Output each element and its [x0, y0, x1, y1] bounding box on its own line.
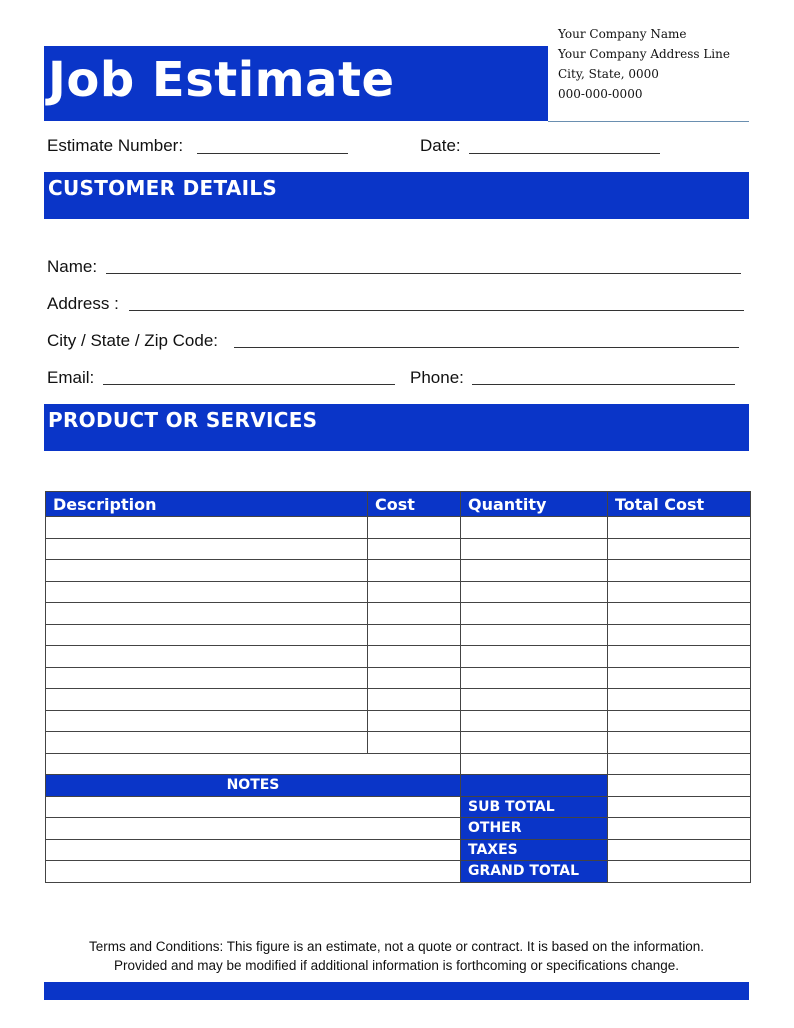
cost-cell[interactable]: [368, 646, 461, 668]
quantity-cell[interactable]: [461, 710, 608, 732]
cost-cell[interactable]: [368, 624, 461, 646]
notes-line[interactable]: [46, 839, 461, 861]
table-row: [46, 581, 751, 603]
phone-label: Phone:: [410, 368, 464, 387]
terms-and-conditions: [44, 937, 749, 975]
company-address: Your Company Address Line: [558, 47, 730, 61]
description-cell[interactable]: [46, 581, 368, 603]
total-cost-cell[interactable]: [608, 538, 751, 560]
summary-value-spacer[interactable]: [608, 775, 751, 797]
quantity-cell[interactable]: [461, 753, 608, 775]
table-row: [46, 624, 751, 646]
description-cell[interactable]: [46, 538, 368, 560]
estimate-table: [45, 491, 751, 883]
quantity-cell[interactable]: [461, 538, 608, 560]
description-cell[interactable]: [46, 517, 368, 539]
table-row: [46, 646, 751, 668]
total-cost-cell[interactable]: [608, 689, 751, 711]
column-header-total-cost: Total Cost: [608, 492, 751, 517]
notes-line[interactable]: [46, 796, 461, 818]
city-state-zip-label: City / State / Zip Code:: [47, 331, 219, 350]
quantity-cell[interactable]: [461, 689, 608, 711]
description-cell[interactable]: [46, 689, 368, 711]
total-cost-cell[interactable]: [608, 581, 751, 603]
summary-label-spacer: [461, 775, 608, 797]
cost-cell[interactable]: [368, 689, 461, 711]
cost-cell[interactable]: [368, 581, 461, 603]
quantity-cell[interactable]: [461, 517, 608, 539]
sub-total-label: SUB TOTAL: [461, 796, 608, 818]
terms-line-1: Terms and Conditions: This figure is an estimate, not a quote or contract. It is based on the information.: [88, 939, 705, 954]
quantity-cell[interactable]: [461, 732, 608, 754]
grand-total-value[interactable]: [608, 861, 751, 883]
table-row: [46, 538, 751, 560]
summary-row: [46, 861, 751, 883]
notes-header-row: [46, 775, 751, 797]
quantity-cell[interactable]: [461, 646, 608, 668]
quantity-cell[interactable]: [461, 603, 608, 625]
date-label: Date:: [420, 136, 461, 155]
taxes-value[interactable]: [608, 839, 751, 861]
description-cell[interactable]: [46, 646, 368, 668]
date-field[interactable]: [469, 153, 660, 154]
summary-row: [46, 796, 751, 818]
other-label: OTHER: [461, 818, 608, 840]
total-cost-cell[interactable]: [608, 732, 751, 754]
summary-row: [46, 818, 751, 840]
cost-cell[interactable]: [368, 667, 461, 689]
description-cell[interactable]: [46, 667, 368, 689]
total-cost-cell[interactable]: [608, 560, 751, 582]
other-value[interactable]: [608, 818, 751, 840]
table-row: [46, 517, 751, 539]
notes-line[interactable]: [46, 861, 461, 883]
column-header-description: Description: [46, 492, 368, 517]
address-field[interactable]: [129, 310, 744, 311]
cost-cell[interactable]: [368, 517, 461, 539]
summary-row: [46, 839, 751, 861]
estimate-number-label: Estimate Number:: [47, 136, 184, 155]
phone-field[interactable]: [472, 384, 735, 385]
total-cost-cell[interactable]: [608, 624, 751, 646]
quantity-cell[interactable]: [461, 667, 608, 689]
address-label: Address :: [47, 294, 119, 313]
company-name: Your Company Name: [558, 27, 687, 41]
column-header-quantity: Quantity: [461, 492, 608, 517]
cost-cell[interactable]: [368, 710, 461, 732]
email-field[interactable]: [103, 384, 395, 385]
spacer-cell[interactable]: [46, 753, 461, 775]
total-cost-cell[interactable]: [608, 753, 751, 775]
taxes-label: TAXES: [461, 839, 608, 861]
grand-total-label: GRAND TOTAL: [461, 861, 608, 883]
products-services-title: PRODUCT OR SERVICES: [48, 408, 318, 432]
terms-line-2: Provided and may be modified if additional information is forthcoming or specifications change.: [113, 958, 680, 973]
table-row: [46, 603, 751, 625]
description-cell[interactable]: [46, 732, 368, 754]
column-header-cost: Cost: [368, 492, 461, 517]
notes-line[interactable]: [46, 818, 461, 840]
table-row: [46, 710, 751, 732]
footer-bar: [44, 982, 749, 1000]
table-row: [46, 732, 751, 754]
company-divider: [548, 121, 749, 122]
cost-cell[interactable]: [368, 560, 461, 582]
email-label: Email:: [47, 368, 95, 387]
table-row: [46, 667, 751, 689]
cost-cell[interactable]: [368, 732, 461, 754]
total-cost-cell[interactable]: [608, 603, 751, 625]
description-cell[interactable]: [46, 560, 368, 582]
cost-cell[interactable]: [368, 538, 461, 560]
total-cost-cell[interactable]: [608, 646, 751, 668]
quantity-cell[interactable]: [461, 560, 608, 582]
notes-label: NOTES: [46, 775, 461, 797]
table-header-row: [46, 492, 751, 517]
sub-total-value[interactable]: [608, 796, 751, 818]
company-city: City, State, 0000: [558, 67, 659, 81]
table-row: [46, 689, 751, 711]
company-phone: 000-000-0000: [558, 87, 643, 101]
table-row: [46, 753, 751, 775]
quantity-cell[interactable]: [461, 624, 608, 646]
table-row: [46, 560, 751, 582]
total-cost-cell[interactable]: [608, 667, 751, 689]
name-field[interactable]: [106, 273, 741, 274]
customer-details-title: CUSTOMER DETAILS: [48, 176, 278, 200]
description-cell[interactable]: [46, 624, 368, 646]
quantity-cell[interactable]: [461, 581, 608, 603]
estimate-number-field[interactable]: [197, 153, 348, 154]
total-cost-cell[interactable]: [608, 710, 751, 732]
page-title: Job Estimate: [48, 52, 395, 108]
cost-cell[interactable]: [368, 603, 461, 625]
company-info: [558, 24, 730, 104]
description-cell[interactable]: [46, 603, 368, 625]
total-cost-cell[interactable]: [608, 517, 751, 539]
name-label: Name:: [47, 257, 98, 276]
city-state-zip-field[interactable]: [234, 347, 739, 348]
description-cell[interactable]: [46, 710, 368, 732]
